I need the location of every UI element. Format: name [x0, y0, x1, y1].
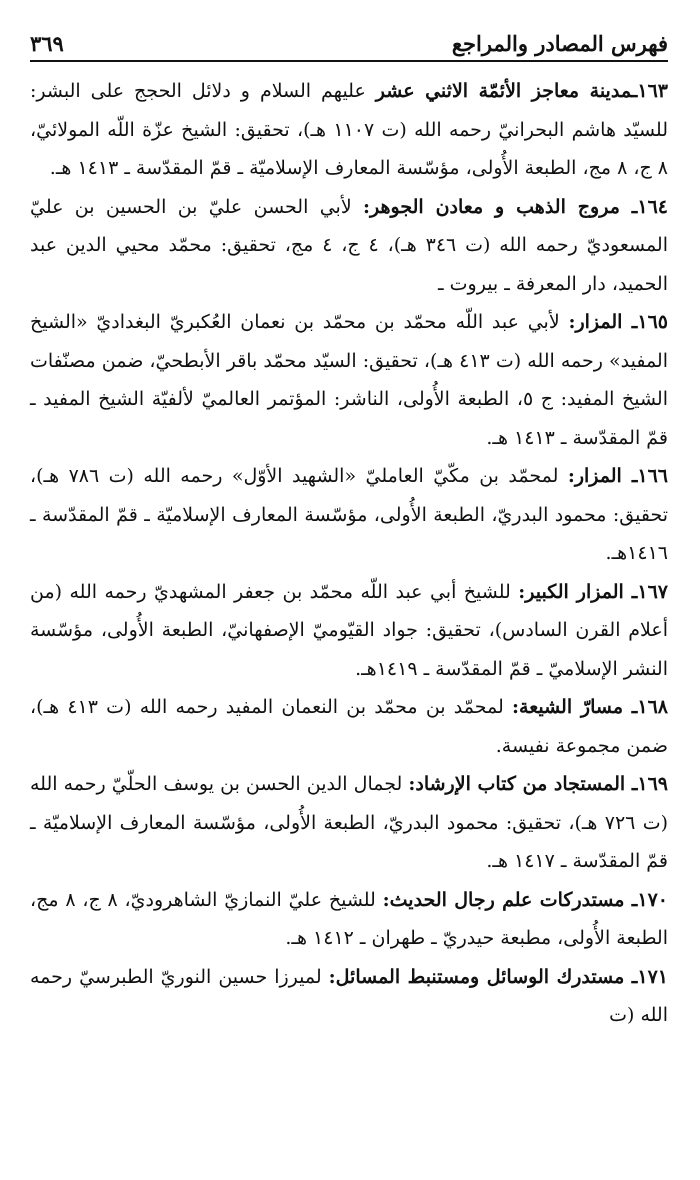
document-page — [30, 18, 668, 1035]
running-title: فهرس المصادر والمراجع — [451, 31, 668, 56]
entry-number: ١٦٣ — [637, 80, 668, 102]
entry-text: للشيخ أبي عبد اللّه محمّد بن جعفر المشهديّ رحمه الله (من أعلام القرن السادس)، تحقيق: جواد القيّوميّ الإصفهانيّ، الطبعة الأُولى، مؤسّسة النشر الإسلاميّ ـ قمّ المقدّسة ـ ١٤١٩هـ. — [30, 580, 668, 680]
entry-text: عليهم السلام و دلائل الحجج على البشر: للسيّد هاشم البحرانيّ رحمه الله (ت ١١٠٧ هـ)، تحقيق: الشيخ عزّة اللّه المولائيّ، ٨ ج، ٨ مج، الطبعة الأُولى، مؤسّسة المعارف الإسلاميّة ـ قمّ المقدّسة ـ ١٤١٣ هـ. — [30, 80, 668, 179]
bibliography-entry — [30, 688, 668, 765]
entry-number: ١٦٧ — [637, 580, 668, 603]
entry-title: ـ مسارّ الشيعة: — [512, 696, 638, 718]
entry-text: لأبي عبد اللّه محمّد بن محمّد بن نعمان العُكبريّ البغداديّ «الشيخ المفيد» رحمه الله (ت ٤١٣ هـ)، تحقيق: السيّد محمّد باقر الأبطحيّ، ضمن مصنّفات الشيخ المفيد: ج ٥، الطبعة الأُولى، الناشر: المؤتمر العالميّ لألفيّة الشيخ المفيد ـ قمّ المقدّسة ـ ١٤١٣ هـ. — [30, 311, 668, 449]
bibliography-entry — [30, 303, 668, 457]
entry-text: لمحمّد بن مكّيّ العامليّ «الشهيد الأوّل» رحمه الله (ت ٧٨٦ هـ)، تحقيق: محمود البدريّ، الطبعة الأُولى، مؤسّسة المعارف الإسلاميّة ـ قمّ المقدّسة ـ ١٤١٦هـ. — [30, 465, 668, 564]
entry-number: ١٦٤ — [637, 195, 668, 218]
bibliography-entry — [30, 881, 668, 958]
bibliography-entry — [30, 573, 668, 689]
bibliography-entry — [30, 765, 668, 881]
entry-title: ـ المستجاد من كتاب الإرشاد: — [408, 773, 638, 795]
entry-title: ـ مستدرك الوسائل ومستنبط المسائل: — [328, 965, 638, 988]
entry-number: ١٦٨ — [637, 696, 668, 718]
entry-title: ـ المزار: — [568, 311, 638, 333]
entry-title: ـ مستدركات علم رجال الحديث: — [382, 888, 638, 911]
page-header — [30, 18, 668, 62]
page-number: ٣٦٩ — [30, 31, 64, 56]
entry-number: ١٦٩ — [637, 773, 669, 795]
entry-number: ١٦٥ — [637, 311, 668, 333]
entry-number: ١٦٦ — [637, 465, 669, 487]
bibliography-list — [30, 72, 668, 1035]
bibliography-entry — [30, 457, 668, 573]
entry-title: ـمدينة معاجز الأئمّة الاثني عشر — [375, 80, 638, 102]
entry-number: ١٧٠ — [637, 888, 668, 911]
entry-text: للشيخ عليّ النمازيّ الشاهروديّ، ٨ ج، ٨ مج، الطبعة الأُولى، مطبعة حيدريّ ـ طهران ـ ١٤١٢ هـ. — [30, 888, 668, 949]
entry-text: لميرزا حسين النوريّ الطبرسيّ رحمه الله (ت — [30, 965, 668, 1026]
entry-text: لجمال الدين الحسن بن يوسف الحلّيّ رحمه الله (ت ٧٢٦ هـ)، تحقيق: محمود البدريّ، الطبعة الأُولى، مؤسّسة المعارف الإسلاميّة ـ قمّ المقدّسة ـ ١٤١٧ هـ. — [30, 773, 668, 872]
bibliography-entry — [30, 72, 668, 188]
entry-title: ـ المزار: — [567, 465, 638, 487]
entry-text: لأبي الحسن عليّ بن الحسين بن عليّ المسعوديّ رحمه الله (ت ٣٤٦ هـ)، ٤ ج، ٤ مج، تحقيق: محمّد محيي الدين عبد الحميد، دار المعرفة ـ بيروت ـ — [30, 195, 668, 295]
bibliography-entry — [30, 958, 668, 1035]
entry-number: ١٧١ — [637, 965, 668, 988]
bibliography-entry — [30, 188, 668, 304]
entry-title: ـ المزار الكبير: — [518, 580, 638, 603]
entry-text: لمحمّد بن محمّد بن النعمان المفيد رحمه الله (ت ٤١٣ هـ)، ضمن مجموعة نفيسة. — [30, 696, 668, 757]
entry-title: ـ مروج الذهب و معادن الجوهر: — [363, 195, 638, 218]
